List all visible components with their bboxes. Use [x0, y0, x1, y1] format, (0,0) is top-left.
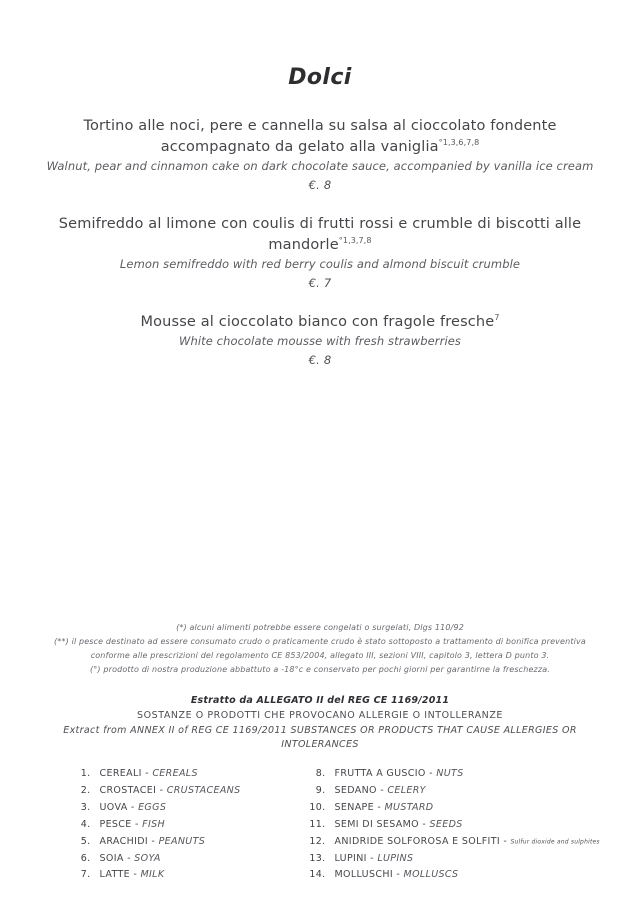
allergen-label-en: MUSTARD [384, 801, 434, 813]
allergen-label [100, 834, 206, 851]
allergen-item [304, 817, 604, 834]
footnote-blast-chilled: (°) prodotto di nostra produzione abbattuto a -18°c e conservato per pochi giorni per garantirne la freschezza. [90, 665, 550, 675]
allergen-label-en: PEANUTS [158, 835, 206, 847]
allergen-item [69, 766, 304, 783]
allergen-label [100, 783, 241, 800]
allergen-label [100, 817, 166, 834]
dish-allergen-codes: °1,3,6,7,8 [438, 137, 480, 147]
allergen-item [304, 800, 604, 817]
dish-price: €. 8 [308, 353, 332, 368]
allergen-number: 10. [309, 801, 326, 813]
page-title: Dolci [288, 65, 352, 90]
page-whitespace [24, 389, 616, 621]
allergen-item [304, 783, 604, 800]
allergen-item [304, 834, 604, 851]
allergen-label-en: CELERY [387, 784, 426, 796]
allergen-number: 4. [80, 818, 91, 830]
allergen-item [304, 766, 604, 783]
allergen-label [335, 851, 414, 868]
allergen-label-it: FRUTTA A GUSCIO - [334, 767, 437, 779]
dish-description: Lemon semifreddo with red berry coulis and almond biscuit crumble [119, 257, 521, 272]
allergen-label-it: UOVA - [99, 801, 139, 813]
allergen-label-en: MILK [140, 869, 165, 881]
allergen-label-it: CROSTACEI - [99, 784, 167, 796]
dish-item [24, 312, 616, 367]
footnotes [24, 621, 616, 677]
allergen-label [100, 766, 198, 783]
dish-name [24, 116, 616, 157]
dish-allergen-codes: 7 [494, 313, 500, 323]
allergen-label-it: ARACHIDI - [99, 835, 159, 847]
allergen-number: 6. [80, 852, 91, 864]
allergen-number: 14. [309, 869, 326, 881]
allergen-label-it: LATTE - [99, 869, 141, 881]
dish-description: White chocolate mousse with fresh strawberries [178, 334, 462, 349]
allergen-label-en: Sulfur dioxide and sulphites [510, 838, 600, 846]
allergen-number: 9. [315, 784, 326, 796]
allergen-label [335, 817, 463, 834]
dish-description: Walnut, pear and cinnamon cake on dark chocolate sauce, accompanied by vanilla ice cream [46, 159, 594, 174]
footnote-raw-fish-1: (**) il pesce destinato ad essere consumato crudo o praticamente crudo è stato sottoposto a trattamento di bonifica preventiva [54, 637, 586, 647]
dish-item [24, 116, 616, 192]
allergen-label [100, 867, 165, 884]
allergen-header-regulation: Estratto da ALLEGATO II del REG CE 1169/2011 [190, 695, 450, 707]
footnote-frozen: (*) alcuni alimenti potrebbe essere congelati o surgelati, Dlgs 110/92 [176, 623, 464, 633]
dish-item [24, 214, 616, 290]
dish-name-text: Tortino alle noci, pere e cannella su salsa al cioccolato fondente accompagnato da gelato alla vaniglia [83, 118, 557, 155]
allergen-label-it: SEDANO - [334, 784, 388, 796]
allergen-item [69, 867, 304, 884]
allergen-number: 8. [315, 767, 326, 779]
allergen-number: 3. [80, 801, 91, 813]
allergen-item [69, 783, 304, 800]
dish-price: €. 8 [308, 178, 332, 193]
allergen-header-italian: SOSTANZE O PRODOTTI CHE PROVOCANO ALLERGIE O INTOLLERANZE [137, 709, 503, 721]
allergen-number: 13. [309, 852, 326, 864]
allergen-label-it: SENAPE - [334, 801, 385, 813]
allergen-item [304, 851, 604, 868]
allergen-label [335, 783, 426, 800]
allergen-label-en: EGGS [138, 801, 167, 813]
allergen-label-it: ANIDRIDE SOLFOROSA E SOLFITI - [334, 835, 511, 847]
allergen-list [24, 766, 616, 884]
allergen-item [69, 834, 304, 851]
allergen-label-it: CEREALI - [99, 767, 153, 779]
dish-name [24, 214, 616, 255]
allergen-column-right [304, 766, 604, 884]
allergen-item [69, 817, 304, 834]
allergen-label-en: CRUSTACEANS [166, 784, 241, 796]
allergen-label [335, 800, 434, 817]
allergen-label-en: CEREALS [152, 767, 198, 779]
allergen-label-en: FISH [142, 818, 166, 830]
allergen-label-en: LUPINS [377, 852, 414, 864]
allergen-label-it: LUPINI - [334, 852, 378, 864]
allergen-column-left [69, 766, 304, 884]
footnote-raw-fish-2: conforme alle prescrizioni del regolamento CE 853/2004, allegato III, sezioni VIII, capitolo 3, lettera D punto 3. [90, 651, 550, 661]
allergen-number: 11. [309, 818, 326, 830]
dish-allergen-codes: °1,3,7,8 [338, 235, 372, 245]
allergen-number: 2. [80, 784, 91, 796]
allergen-number: 1. [80, 767, 91, 779]
allergen-section-header [24, 694, 616, 753]
allergen-item [69, 851, 304, 868]
allergen-label-en: SOYA [134, 852, 161, 864]
allergen-label [335, 766, 464, 783]
allergen-label [335, 834, 600, 851]
allergen-label [335, 867, 459, 884]
allergen-item [69, 800, 304, 817]
dish-name-text: Semifreddo al limone con coulis di frutti rossi e crumble di biscotti alle mandorle [58, 216, 582, 253]
allergen-number: 5. [80, 835, 91, 847]
dish-name-text: Mousse al cioccolato bianco con fragole fresche [140, 313, 495, 330]
allergen-item [304, 867, 604, 884]
allergen-label-en: NUTS [436, 767, 464, 779]
dish-list [24, 116, 616, 367]
allergen-label-it: SEMI DI SESAMO - [334, 818, 430, 830]
allergen-number: 12. [309, 835, 326, 847]
dish-price: €. 7 [308, 275, 332, 290]
allergen-header-english: Extract from ANNEX II of REG CE 1169/2011 SUBSTANCES OR PRODUCTS THAT CAUSE ALLERGIES OR INTOLERANCES [63, 724, 577, 751]
dish-name [24, 312, 616, 333]
allergen-label-it: MOLLUSCHI - [334, 869, 404, 881]
allergen-label-it: PESCE - [99, 818, 143, 830]
allergen-label [100, 851, 161, 868]
allergen-label-it: SOIA - [99, 852, 135, 864]
allergen-number: 7. [80, 869, 91, 881]
allergen-label-en: MOLLUSCS [403, 869, 459, 881]
allergen-label-en: SEEDS [429, 818, 463, 830]
allergen-label [100, 800, 167, 817]
